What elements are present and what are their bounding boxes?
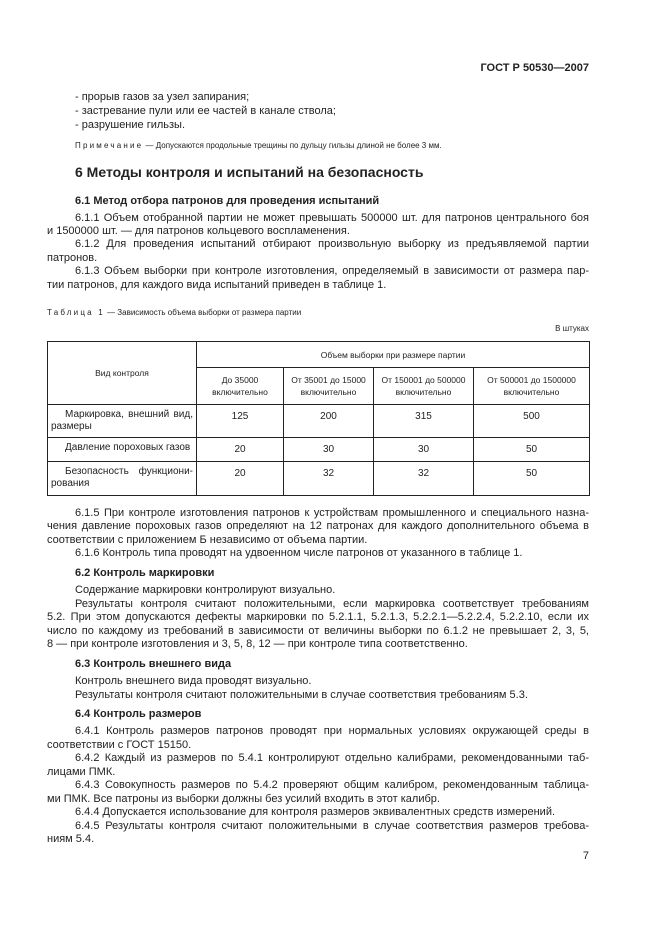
paragraph-line: 6.4.2 Каждый из размеров по 5.4.1 контролируют отдельно калибрами, рекомендованными таб- <box>75 752 589 764</box>
paragraph-line: Контроль внешнего вида проводят визуально. <box>75 675 312 687</box>
row-label: Давление пороховых газов <box>48 438 197 462</box>
table-caption <box>47 306 301 319</box>
cell: 200 <box>284 405 374 438</box>
group-header: Объем выборки при размере партии <box>197 342 590 368</box>
section-6-3-heading: 6.3 Контроль внешнего вида <box>75 658 232 670</box>
paragraph-line: 6.1.6 Контроль типа проводят на удвоенном числе патронов от указанного в таблице 1. <box>75 547 523 559</box>
bullet-item: - разрушение гильзы. <box>75 119 186 131</box>
table-units: В штуках <box>555 324 589 333</box>
paragraph-line: 6.1.2 Для проведения испытаний отбирают произвольную выборку из предъявляемой партии <box>75 238 589 250</box>
paragraph-line: ниям 5.4. <box>47 833 95 845</box>
paragraph-line: соответствии с ГОСТ 15150. <box>47 739 192 751</box>
cell: 500 <box>474 405 590 438</box>
table-row <box>48 438 590 462</box>
bullet-item: - прорыв газов за узел запирания; <box>75 91 250 103</box>
note-text: — Допускаются продольные трещины по дульцу гильзы длиной не более 3 мм. <box>143 141 442 150</box>
table-row <box>48 462 590 496</box>
paragraph-line: 5.2. При этом допускаются дефекты маркировки по 5.2.1.1, 5.2.1.3, 5.2.2.1—5.2.2.4, 5.2.2.10, если их <box>47 611 589 623</box>
paragraph-line: Содержание маркировки контролируют визуально. <box>75 584 336 596</box>
section-6-heading: 6 Методы контроля и испытаний на безопасность <box>75 164 424 180</box>
cell: 20 <box>197 438 284 462</box>
cell: 30 <box>284 438 374 462</box>
column-header: От 500001 до 1500000 включительно <box>474 368 590 405</box>
column-header: От 150001 до 500000 включительно <box>374 368 474 405</box>
column-header: От 35001 до 15000 включительно <box>284 368 374 405</box>
paragraph-line: 6.1.5 При контроле изготовления патронов к устройствам промышленного и специального назна- <box>75 507 589 519</box>
paragraph-line: Результаты контроля считают положительными в случае соответствия требованиям 5.3. <box>75 689 528 701</box>
paragraph-line: ми ПМК. Все патроны из выборки должны без усилий входить в этот калибр. <box>47 793 440 805</box>
cell: 125 <box>197 405 284 438</box>
paragraph-line: 8 — при контроле изготовления и 3, 5, 8, 12 — при контроле типа соответственно. <box>47 638 468 650</box>
note-label: Примечание <box>75 141 144 150</box>
section-6-2-heading: 6.2 Контроль маркировки <box>75 567 215 579</box>
cell: 32 <box>374 462 474 496</box>
document-id: ГОСТ Р 50530—2007 <box>480 62 589 74</box>
paragraph-line: число по каждому из требований в зависимости от величины выборки по 6.1.2 не превышает 2, 3, 5, <box>47 625 589 637</box>
note <box>75 139 442 152</box>
paragraph-line: 6.1.1 Объем отобранной партии не может превышать 500000 шт. для патронов центрального боя <box>75 212 589 224</box>
column-header: Вид контроля <box>48 342 197 405</box>
section-6-1-heading: 6.1 Метод отбора патронов для проведения испытаний <box>75 195 380 207</box>
row-label: Безопасность функциони-рования <box>48 462 197 496</box>
section-6-4-heading: 6.4 Контроль размеров <box>75 708 202 720</box>
cell: 20 <box>197 462 284 496</box>
row-label: Маркировка, внешний вид, размеры <box>48 405 197 438</box>
paragraph-line: 6.4.1 Контроль размеров патронов проводят при нормальных условиях окружающей среды в <box>75 725 589 737</box>
cell: 50 <box>474 462 590 496</box>
cell: 30 <box>374 438 474 462</box>
paragraph-line: Результаты контроля считают положительными, если маркировка соответствует требованиям <box>75 598 589 610</box>
paragraph-line: 6.4.5 Результаты контроля считают положительными в случае соответствия размеров требова- <box>75 820 589 832</box>
page-number: 7 <box>582 850 589 862</box>
paragraph-line: и 1500000 шт. — для патронов кольцевого воспламенения. <box>47 225 350 237</box>
table-row <box>48 405 590 438</box>
table-caption-label: Таблица 1 <box>47 308 105 317</box>
paragraph-line: 6.4.3 Совокупность размеров по 5.4.2 проверяют общим калибром, рекомендованным таблица- <box>75 779 589 791</box>
paragraph-line: соответствии с приложением Б независимо от объема партии. <box>47 534 368 546</box>
paragraph-line: патронов. <box>47 252 98 264</box>
cell: 50 <box>474 438 590 462</box>
paragraph-line: лицами ПМК. <box>47 766 116 778</box>
bullet-item: - застревание пули или ее частей в канале ствола; <box>75 105 336 117</box>
paragraph-line: чения давление пороховых газов определяют на 12 патронах для каждого дополнительного объема в <box>47 520 589 532</box>
sample-size-table <box>47 341 590 496</box>
table-caption-text: — Зависимость объема выборки от размера партии <box>104 308 302 317</box>
column-header: До 35000 включительно <box>197 368 284 405</box>
cell: 315 <box>374 405 474 438</box>
cell: 32 <box>284 462 374 496</box>
paragraph-line: 6.4.4 Допускается использование для контроля размеров эквивалентных средств измерений. <box>75 806 556 818</box>
paragraph-line: 6.1.3 Объем выборки при контроле изготовления, определяемый в зависимости от размера пар- <box>75 265 589 277</box>
paragraph-line: тии патронов, для каждого вида испытаний приведен в таблице 1. <box>47 279 387 291</box>
